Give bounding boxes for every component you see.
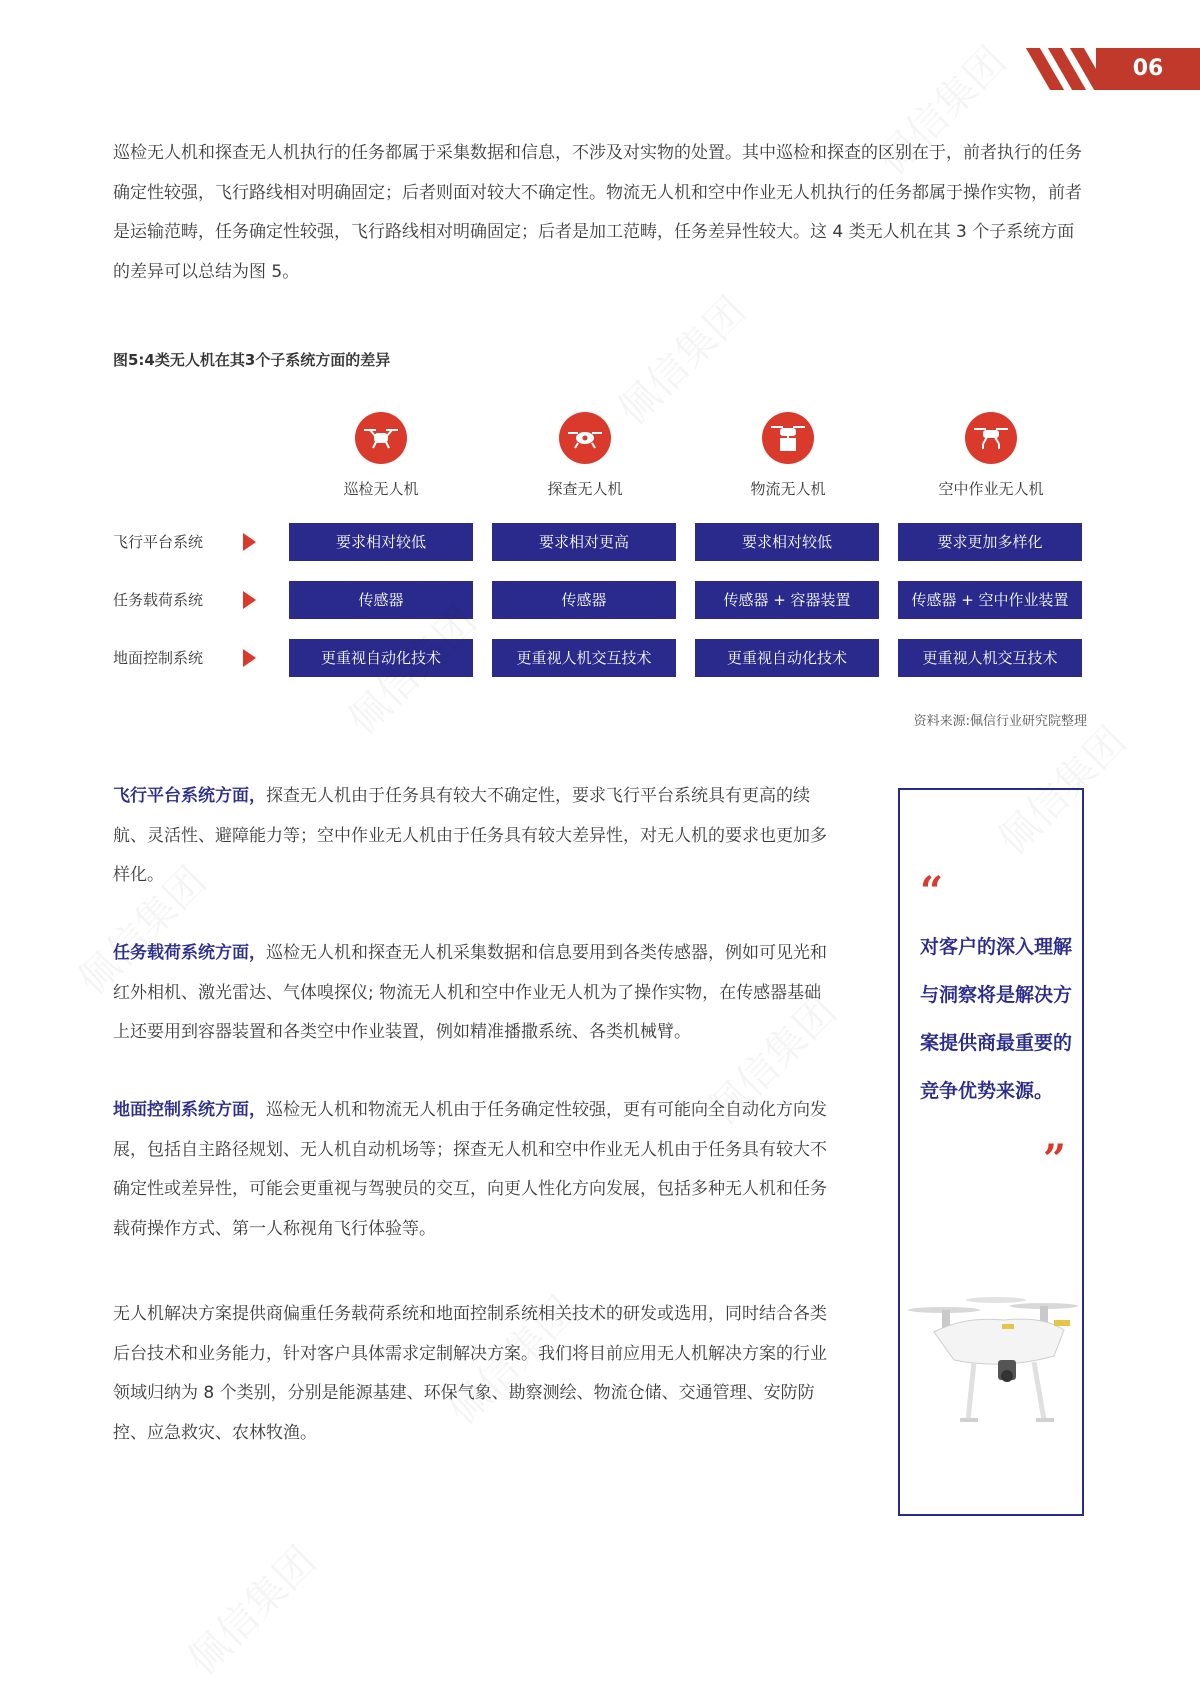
row-label-payload: 任务载荷系统 — [113, 591, 204, 609]
survey-drone-icon — [559, 412, 611, 464]
cell-payload-patrol: 传感器 — [289, 581, 473, 619]
aerial-work-drone-icon — [965, 412, 1017, 464]
cell-payload-survey: 传感器 — [492, 581, 676, 619]
section-payload-paragraph — [113, 934, 835, 1053]
cell-ground-logistics: 更重视自动化技术 — [695, 639, 879, 677]
watermark — [173, 1532, 326, 1685]
drone-photo — [904, 1280, 1080, 1430]
drone-column-patrol — [286, 412, 476, 499]
section-text: 巡检无人机和探查无人机采集数据和信息要用到各类传感器，例如可见光和红外相机、激光雷达、气体嗅探仪; 物流无人机和空中作业无人机为了操作实物，在传感器基础上还要用到容器装置和各类空中作业装置，例如精准播撒系统、各类机械臂。 — [113, 943, 827, 1042]
cell-flight-logistics: 要求相对较低 — [695, 523, 879, 561]
section-ground-paragraph — [113, 1091, 835, 1249]
arrow-right-icon — [243, 591, 256, 609]
page-number-badge — [1030, 48, 1200, 90]
drone-name: 物流无人机 — [750, 480, 826, 498]
logistics-drone-icon — [762, 412, 814, 464]
arrow-right-icon — [243, 649, 256, 667]
section-lead: 地面控制系统方面， — [113, 1100, 266, 1120]
cell-ground-patrol: 更重视自动化技术 — [289, 639, 473, 677]
drone-column-logistics — [693, 412, 883, 499]
cell-ground-aerial-work: 更重视人机交互技术 — [898, 639, 1082, 677]
drone-name: 探查无人机 — [547, 480, 623, 498]
drone-column-aerial-work — [896, 412, 1086, 499]
final-paragraph: 无人机解决方案提供商偏重任务载荷系统和地面控制系统相关技术的研发或选用，同时结合各类后台技术和业务能力，针对客户具体需求定制解决方案。我们将目前应用无人机解决方案的行业领域归纳为 8 个类别，分别是能源基建、环保气象、勘察测绘、物流仓储、交通管理、安防防控、应急救灾、农林牧渔。 — [113, 1304, 827, 1443]
arrow-right-icon — [243, 533, 256, 551]
pull-quote-box — [898, 788, 1084, 1516]
page-number: 06 — [1132, 56, 1164, 81]
drone-name: 巡检无人机 — [343, 480, 419, 498]
cell-ground-survey: 更重视人机交互技术 — [492, 639, 676, 677]
cell-flight-aerial-work: 要求更加多样化 — [898, 523, 1082, 561]
row-label-ground: 地面控制系统 — [113, 649, 204, 667]
close-quote-icon: ” — [1042, 1136, 1066, 1183]
open-quote-icon: “ — [920, 868, 944, 915]
cell-flight-patrol: 要求相对较低 — [289, 523, 473, 561]
patrol-drone-icon — [355, 412, 407, 464]
pull-quote-text: 对客户的深入理解与洞察将是解决方案提供商最重要的竞争优势来源。 — [920, 936, 1073, 1102]
intro-paragraph: 巡检无人机和探查无人机执行的任务都属于采集数据和信息，不涉及对实物的处置。其中巡检和探查的区别在于，前者执行的任务确定性较强，飞行路线相对明确固定；后者则面对较大不确定性。物流无人机和空中作业无人机执行的任务都属于操作实物，前者是运输范畴，任务确定性较强，飞行路线相对明确固定；后者是加工范畴，任务差异性较大。这 4 类无人机在其 3 个子系统方面的差异可以总结为图 5。 — [113, 143, 1082, 282]
row-label-flight: 飞行平台系统 — [113, 533, 204, 551]
drone-name: 空中作业无人机 — [938, 480, 1044, 498]
section-lead: 飞行平台系统方面， — [113, 786, 266, 806]
section-text: 探查无人机由于任务具有较大不确定性，要求飞行平台系统具有更高的续航、灵活性、避障能力等；空中作业无人机由于任务具有较大差异性，对无人机的要求也更加多样化。 — [113, 786, 827, 885]
cell-payload-aerial-work: 传感器 + 空中作业装置 — [898, 581, 1082, 619]
drone-column-survey — [490, 412, 680, 499]
figure-source: 资料来源:佩信行业研究院整理 — [913, 714, 1087, 729]
cell-payload-logistics: 传感器 + 容器装置 — [695, 581, 879, 619]
cell-flight-survey: 要求相对更高 — [492, 523, 676, 561]
section-lead: 任务载荷系统方面， — [113, 943, 266, 963]
figure-caption: 图5:4类无人机在其3个子系统方面的差异 — [113, 351, 391, 369]
section-flight-paragraph — [113, 777, 835, 896]
section-text: 巡检无人机和物流无人机由于任务确定性较强，更有可能向全自动化方向发展，包括自主路径规划、无人机自动机场等；探查无人机和空中作业无人机由于任务具有较大不确定性或差异性，可能会更重视与驾驶员的交互，向更人性化方向发展，包括多种无人机和任务载荷操作方式、第一人称视角飞行体验等。 — [113, 1100, 827, 1239]
